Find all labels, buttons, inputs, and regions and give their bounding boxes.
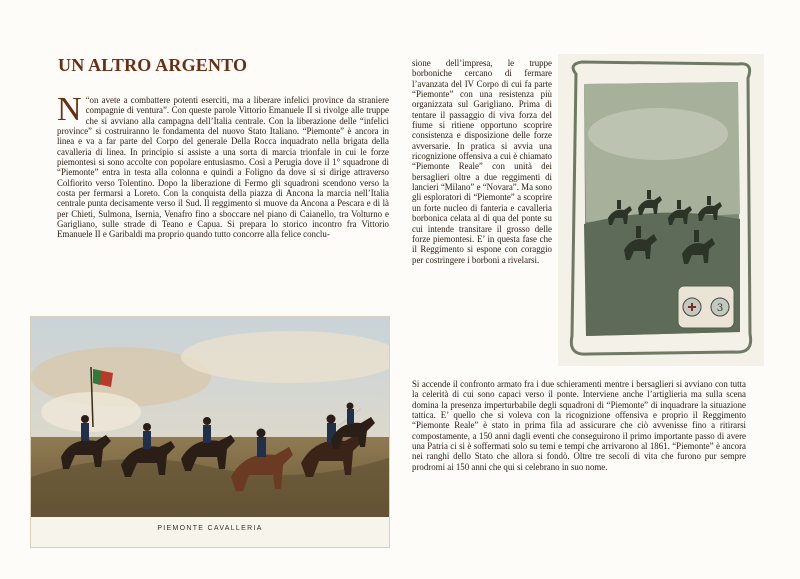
vintage-postcard [558, 54, 764, 366]
drop-cap: N [57, 91, 82, 128]
article-title: UN ALTRO ARGENTO [58, 55, 248, 75]
paragraph-bottom: Si accende il confronto armato fra i due schieramenti mentre i bersaglieri si avviano con tutta la celerità di cui sono capaci verso il ponte. Interviene anche l’artiglieria ma sulla scena domina la presenza imperturbabile degli squadroni di “Piemonte” di inquadrare la situazione tattica. E’ quello che si voleva con la ricognizione offensiva e proprio il Reggimento “Piemonte Reale” è stato in prima fila ad assicurare che ciò avvenisse fino a ritirarsi compostamente, a 150 anni dagli eventi che conseguirono il primo importante passo di avere una Patria ci si è soffermati solo su temi e tempi che arrivarono al 1861. “Piemonte” è ancora nei ranghi dello Stato che allora si fondò. Oltre tre secoli di vita che furono pur sempre prodromi ai 150 anni che qui si celebrano in suo nome. [412, 379, 746, 472]
crest-badges [678, 286, 734, 328]
postcard-illustration [558, 54, 764, 366]
article-column-bottom [412, 379, 746, 472]
opening-quote: “ [85, 95, 90, 105]
article-column-middle [412, 58, 552, 265]
paragraph-middle: sione dell’impresa, le truppe borboniche cercano di fermare l’avanzata del IV Corpo di cui fa parte “Piemonte” con una resistenza più organizzata sul Garigliano. Prima di tentare il passaggio di viva forza del fiume si ritiene opportuno scoprire consistenza e disposizione delle forze avversarie. In pratica si avvia una ricognizione offensiva a cui è chiamato “Piemonte Reale” con unità dei bersaglieri oltre a due reggimenti di lancieri “Milano” e “Novara”. Ma sono gli esploratori di “Piemonte” a scoprire un forte nucleo di fanteria e cavalleria borbonica celata al di qua del ponte su cui intende transitare il grosso delle forze piemontesi. E’ in questa fase che il Reggimento si espone con coraggio per costringere i borboni a rivelarsi. [412, 58, 552, 265]
cavalry-painting [30, 316, 390, 548]
svg-text:3: 3 [716, 303, 724, 314]
cavalry-charge-illustration [31, 317, 390, 548]
painting-caption: PIEMONTE CAVALLERIA [157, 525, 263, 532]
paragraph-left: on avete a combattere potenti eserciti, ma a liberare infelici province da straniere compagnie di ventura”. Con queste parole Vittorio Emanuele II si rivolge alle truppe che si avviano alla campagna dell’Italia centrale. Con la liberazione delle “infelici province” si costruiranno le fondamenta del nuovo Stato Italiano. “Piemonte” è ancora in linea e va a far parte del Corpo del generale Della Rocca inquadrato nella brigata della cavalleria di linea. In principio si assiste a una sorta di marcia trionfale in cui le forze piemontesi si sono accolte con popolare entusiasmo. Così a Perugia dove il 1° squadrone di “Piemonte” entra in testa alla colonna e quindi a Foligno da dove si si dirige attraverso Colfiorito verso Tolentino. Dopo la liberazione di Fermo gli squadroni scendono verso la costa per fermarsi a Loreto. Con la conquista della piazza di Ancona la marcia nell’Italia centrale punta decisamente verso il Sud. Il reggimento si muove da Ancona a Pescara e di là per Chieti, Sulmona, Isernia, Venafro fino a sboccare nel piano di Caianello, tra Volturno e Garigliano, sulle strade di Teano e Capua. Si prepara lo storico incontro fra Vittorio Emanuele II e Garibaldi ma proprio quando tutto concorre alla felice conclu- [57, 95, 389, 240]
article-column-left [57, 91, 389, 240]
